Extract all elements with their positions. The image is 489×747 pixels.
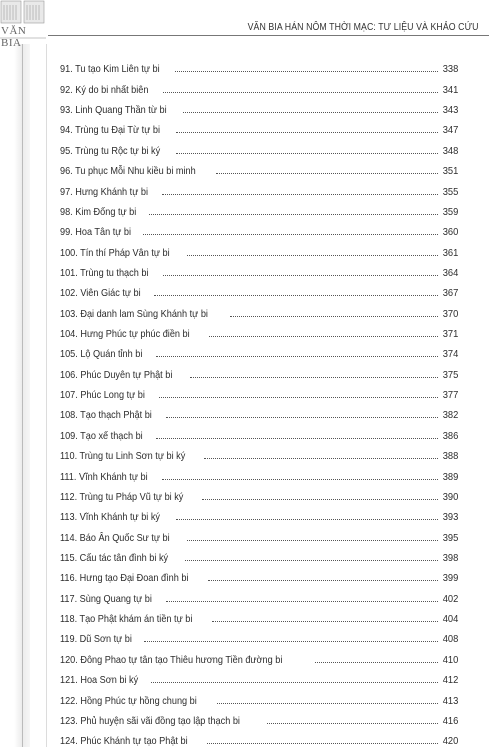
toc-entry-title: 124. Phúc Khánh tự tạo Phật bi bbox=[60, 736, 188, 747]
toc-entry-page: 361 bbox=[442, 247, 458, 259]
toc-entry[interactable] bbox=[60, 544, 458, 564]
toc-entry-page: 386 bbox=[442, 430, 458, 442]
toc-entry-page: 364 bbox=[442, 267, 458, 279]
toc-entry-page: 390 bbox=[442, 491, 458, 503]
toc-entry-title: 113. Vĩnh Khánh tự bi ký bbox=[60, 512, 161, 524]
header-rule bbox=[48, 35, 489, 36]
toc-entry[interactable] bbox=[60, 686, 458, 706]
toc-leader-dots bbox=[162, 193, 438, 195]
toc-entry[interactable] bbox=[60, 116, 458, 136]
toc-entry[interactable] bbox=[60, 96, 458, 116]
toc-entry[interactable] bbox=[60, 381, 458, 401]
toc-leader-dots bbox=[209, 335, 437, 337]
toc-leader-dots bbox=[204, 457, 437, 459]
toc-leader-dots bbox=[163, 274, 438, 276]
toc-leader-dots bbox=[208, 579, 438, 581]
toc-entry-page: 382 bbox=[442, 410, 458, 422]
toc-entry-title: 104. Hưng Phúc tự phúc điền bi bbox=[60, 329, 190, 341]
left-margin-strip bbox=[0, 44, 30, 747]
toc-entry-title: 110. Trùng tu Linh Sơn tự bi ký bbox=[60, 451, 186, 463]
toc-entry[interactable] bbox=[60, 177, 458, 197]
toc-entry[interactable] bbox=[60, 360, 458, 380]
toc-entry-title: 92. Ký do bi nhất biên bbox=[60, 84, 149, 96]
toc-entry-title: 99. Hoa Tân tự bi bbox=[60, 227, 132, 239]
toc-entry-page: 416 bbox=[442, 715, 458, 727]
toc-entry[interactable] bbox=[60, 625, 458, 645]
toc-entry[interactable] bbox=[60, 55, 458, 75]
toc-entry[interactable] bbox=[60, 442, 458, 462]
toc-leader-dots bbox=[176, 152, 438, 154]
toc-leader-dots bbox=[187, 254, 438, 256]
toc-entry-page: 408 bbox=[442, 634, 458, 646]
toc-entry-page: 388 bbox=[442, 451, 458, 463]
toc-entry-page: 355 bbox=[442, 186, 458, 198]
logo-text: VĂN BIA bbox=[1, 25, 27, 49]
toc-entry-page: 370 bbox=[442, 308, 458, 320]
toc-entry-title: 95. Trùng tu Rộc tự bi ký bbox=[60, 145, 161, 157]
toc-entry-title: 93. Linh Quang Thần từ bi bbox=[60, 105, 167, 117]
toc-entry-title: 118. Tạo Phật khám án tiền tự bi bbox=[60, 614, 193, 626]
toc-entry-title: 108. Tạo thạch Phật bi bbox=[60, 410, 152, 422]
toc-entry-title: 115. Cấu tác tân đình bi ký bbox=[60, 552, 169, 564]
toc-leader-dots bbox=[185, 559, 438, 561]
running-header bbox=[0, 0, 489, 40]
toc-entry-page: 393 bbox=[442, 512, 458, 524]
toc-entry-page: 360 bbox=[442, 227, 458, 239]
toc-entry-page: 404 bbox=[442, 614, 458, 626]
toc-entry-page: 371 bbox=[442, 329, 458, 341]
toc-entry-title: 112. Trùng tu Pháp Vũ tự bi ký bbox=[60, 491, 184, 503]
toc-leader-dots bbox=[159, 396, 438, 398]
toc-entry-title: 102. Viên Giác tự bi bbox=[60, 288, 141, 300]
toc-entry[interactable] bbox=[60, 340, 458, 360]
toc-entry-title: 122. Hồng Phúc tự hồng chung bi bbox=[60, 695, 197, 707]
toc-entry-page: 420 bbox=[442, 736, 458, 747]
toc-entry-title: 105. Lộ Quán tỉnh bi bbox=[60, 349, 143, 361]
toc-entry-page: 351 bbox=[442, 166, 458, 178]
toc-entry[interactable] bbox=[60, 483, 458, 503]
toc-entry-title: 111. Vĩnh Khánh tự bi bbox=[60, 471, 148, 483]
toc-entry[interactable] bbox=[60, 136, 458, 156]
toc-entry[interactable] bbox=[60, 238, 458, 258]
toc-entry-page: 410 bbox=[442, 654, 458, 666]
toc-leader-dots bbox=[176, 131, 438, 133]
toc-leader-dots bbox=[183, 111, 438, 113]
toc-leader-dots bbox=[154, 294, 438, 296]
toc-entry[interactable] bbox=[60, 218, 458, 238]
toc-entry[interactable] bbox=[60, 666, 458, 686]
toc-leader-dots bbox=[151, 681, 438, 683]
toc-leader-dots bbox=[267, 722, 438, 724]
toc-entry[interactable] bbox=[60, 75, 458, 95]
toc-leader-dots bbox=[166, 416, 437, 418]
toc-entry[interactable] bbox=[60, 584, 458, 604]
toc-leader-dots bbox=[156, 355, 438, 357]
toc-entry[interactable] bbox=[60, 727, 458, 747]
toc-entry-title: 120. Đông Phao tự tân tạo Thiêu hương Tiền đường bi bbox=[60, 654, 283, 666]
running-header-title: VĂN BIA HÁN NÔM THỜI MẠC: TƯ LIỆU VÀ KHẢO CỨU bbox=[248, 22, 479, 33]
toc-entry[interactable] bbox=[60, 564, 458, 584]
toc-leader-dots bbox=[144, 640, 438, 642]
toc-leader-dots bbox=[187, 539, 438, 541]
toc-entry-title: 109. Tạo xế thạch bi bbox=[60, 430, 143, 442]
toc-entry-page: 377 bbox=[442, 390, 458, 402]
table-of-contents bbox=[60, 55, 458, 747]
toc-entry-title: 119. Dũ Sơn tự bi bbox=[60, 634, 132, 646]
toc-entry-page: 343 bbox=[442, 105, 458, 117]
left-margin-rule bbox=[22, 44, 23, 747]
toc-leader-dots bbox=[166, 600, 437, 602]
toc-entry-page: 374 bbox=[442, 349, 458, 361]
toc-leader-dots bbox=[212, 620, 437, 622]
toc-leader-dots bbox=[230, 315, 438, 317]
toc-entry[interactable] bbox=[60, 279, 458, 299]
toc-entry-title: 117. Sùng Quang tự bi bbox=[60, 593, 152, 605]
toc-entry[interactable] bbox=[60, 401, 458, 421]
toc-entry-page: 375 bbox=[442, 369, 458, 381]
toc-entry-title: 100. Tín thí Pháp Vân tự bi bbox=[60, 247, 170, 259]
toc-entry-title: 101. Trùng tu thạch bi bbox=[60, 267, 149, 279]
toc-entry-title: 114. Báo Ân Quốc Sư tự bi bbox=[60, 532, 170, 544]
toc-leader-dots bbox=[207, 742, 438, 744]
toc-leader-dots bbox=[190, 376, 438, 378]
toc-entry-title: 107. Phúc Long tự bi bbox=[60, 390, 145, 402]
toc-entry-title: 106. Phúc Duyên tự Phật bi bbox=[60, 369, 173, 381]
toc-leader-dots bbox=[143, 233, 438, 235]
toc-entry[interactable] bbox=[60, 259, 458, 279]
toc-entry-page: 412 bbox=[442, 675, 458, 687]
toc-entry-page: 348 bbox=[442, 145, 458, 157]
toc-entry-title: 97. Hưng Khánh tự bi bbox=[60, 186, 148, 198]
toc-leader-dots bbox=[202, 498, 437, 500]
toc-leader-dots bbox=[156, 437, 438, 439]
toc-entry-title: 116. Hưng tạo Đại Đoan đình bi bbox=[60, 573, 189, 585]
toc-entry-page: 402 bbox=[442, 593, 458, 605]
toc-entry[interactable] bbox=[60, 462, 458, 482]
toc-entry-page: 398 bbox=[442, 552, 458, 564]
toc-entry-page: 367 bbox=[442, 288, 458, 300]
toc-entry-page: 413 bbox=[442, 695, 458, 707]
content-panel-edge bbox=[46, 44, 47, 747]
toc-leader-dots bbox=[216, 172, 437, 174]
toc-entry[interactable] bbox=[60, 421, 458, 441]
toc-entry[interactable] bbox=[60, 523, 458, 543]
toc-entry[interactable] bbox=[60, 605, 458, 625]
toc-entry[interactable] bbox=[60, 299, 458, 319]
toc-entry-title: 91. Tu tạo Kim Liên tự bi bbox=[60, 64, 160, 76]
toc-entry[interactable] bbox=[60, 320, 458, 340]
toc-entry[interactable] bbox=[60, 645, 458, 665]
toc-entry[interactable] bbox=[60, 198, 458, 218]
toc-entry-page: 399 bbox=[442, 573, 458, 585]
toc-entry-page: 359 bbox=[442, 206, 458, 218]
toc-leader-dots bbox=[175, 70, 437, 72]
toc-entry-page: 389 bbox=[442, 471, 458, 483]
toc-leader-dots bbox=[162, 478, 438, 480]
toc-entry-title: 123. Phủ huyện sãi vãi đồng tạo lập thạch bi bbox=[60, 715, 240, 727]
toc-entry-title: 94. Trùng tu Đại Từ tự bi bbox=[60, 125, 161, 137]
toc-entry[interactable] bbox=[60, 157, 458, 177]
toc-leader-dots bbox=[217, 702, 437, 704]
toc-entry-title: 103. Đại danh lam Sùng Khánh tự bi bbox=[60, 308, 208, 320]
toc-entry-page: 338 bbox=[442, 64, 458, 76]
toc-leader-dots bbox=[315, 661, 438, 663]
toc-entry-page: 347 bbox=[442, 125, 458, 137]
toc-entry-title: 96. Tu phục Mỗi Nhu kiều bi minh bbox=[60, 166, 196, 178]
toc-entry-page: 341 bbox=[442, 84, 458, 96]
toc-leader-dots bbox=[163, 91, 438, 93]
toc-entry-title: 98. Kim Đống tự bi bbox=[60, 206, 137, 218]
toc-leader-dots bbox=[149, 213, 438, 215]
toc-entry-page: 395 bbox=[442, 532, 458, 544]
toc-entry-title: 121. Hoa Sơn bi ký bbox=[60, 675, 139, 687]
toc-entry[interactable] bbox=[60, 707, 458, 727]
toc-entry[interactable] bbox=[60, 503, 458, 523]
toc-leader-dots bbox=[176, 518, 438, 520]
